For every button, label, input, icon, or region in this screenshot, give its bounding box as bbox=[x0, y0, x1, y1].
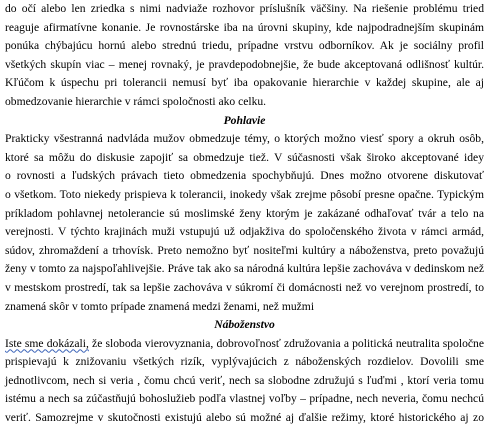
paragraph-line: verejnosti. V týchto krajinách muži vstupujú už odjakživa do spoločenského života v rámci armád, bbox=[5, 225, 484, 239]
paragraph-line: reaguje afirmatívne konanie. Je rovnostárske iba na úrovni skupiny, kde najpodradnejším skupinám bbox=[5, 20, 484, 34]
paragraph-line: o všetkom. Toto niekedy prispieva k tolerancii, inokedy však zrejme pôsobí presne opačne. Typickým bbox=[5, 187, 484, 201]
paragraph-line: súdov, zhromaždení a trhovísk. Preto nemožno byť nositeľmi kultúry a náboženstva, preto považujú bbox=[5, 243, 484, 257]
section-heading: Náboženstvo bbox=[214, 318, 275, 332]
paragraph-line: Kľúčom k úspechu pri tolerancii nemusí byť iba opakovanie hierarchie v každej skupine, ale aj bbox=[5, 76, 484, 90]
paragraph-line: o rovnosti a ľudských právach tieto obmedzenia spochybňujú. Dnes možno otvorene diskutovať bbox=[5, 169, 484, 183]
paragraph-line: prispievajú k znižovaniu všetkých rizík, vyplývajúcich z náboženských rozdielov. Dovolili sme bbox=[5, 355, 484, 369]
paragraph-line-text: že sloboda vierovyznania, dobrovoľnosť združovania a politická neutralita spoločne bbox=[88, 336, 484, 350]
paragraph-line: jednotlivcom, nech si veria , čomu chcú veriť, nech sa slobodne združujú s ľuďmi , ktorí veria tomu bbox=[5, 373, 484, 387]
section-heading: Pohlavie bbox=[223, 113, 266, 127]
paragraph-line: do očí alebo len zriedka s nimi nadviaže rozhovor príslušník väčšiny. Na riešenie problému tried bbox=[5, 2, 484, 15]
document-page bbox=[5, 0, 484, 428]
paragraph-line: Prakticky všestranná nadvláda mužov obmedzuje témy, o ktorých možno viesť spory a okruh osôb, bbox=[5, 132, 484, 146]
paragraph-line: ženy v tomto za najspoľahlivejšie. Práve tak ako sa národná kultúra lepšie zachováva v dedinskom než bbox=[5, 262, 484, 276]
paragraph-line: istému a nech sa zúčastňujú bohoslužieb podľa vlastnej voľby – prípadne, nech neveria, čomu nechcú bbox=[5, 392, 484, 406]
paragraph-line bbox=[5, 335, 484, 354]
paragraph-line: ponúka chýbajúcu hornú alebo strednú triedu, prípadne vrstvu odborníkov. Ak je sociálny profil bbox=[5, 39, 484, 53]
paragraph-line: príkladom pohlavnej netolerancie sú moslimské ženy ktorým je zakázané odhaľovať tvár a telo na bbox=[5, 206, 484, 220]
paragraph-line: veriť. Samozrejme v skutočnosti existujú alebo sú možné aj ďalšie režimy, ktoré historického aj zo bbox=[5, 411, 484, 425]
paragraph-line: obmedzovanie hierarchie v rámci spoločnosti ako celku. bbox=[5, 94, 267, 108]
paragraph-line: ktoré sa môžu do diskusie zapojiť sa obmedzuje tiež. V súčasnosti však široko akceptované idey bbox=[5, 150, 484, 164]
paragraph-line: všetkých skupín viac – menej rovnaký, je pravdepodobnejšie, že bude akceptovaná odlišnosť kultúr. bbox=[5, 57, 484, 71]
spellcheck-underlined-text[interactable]: Iste sme dokázali, bbox=[5, 336, 89, 350]
paragraph-line: znamená skôr v tomto prípade znamená medzi ženami, než mužmi bbox=[5, 299, 315, 313]
paragraph-line: v mestskom prostredí, tak sa lepšie zachováva v súkromí či domácnosti než vo verejnom prostredí, to bbox=[5, 280, 484, 294]
